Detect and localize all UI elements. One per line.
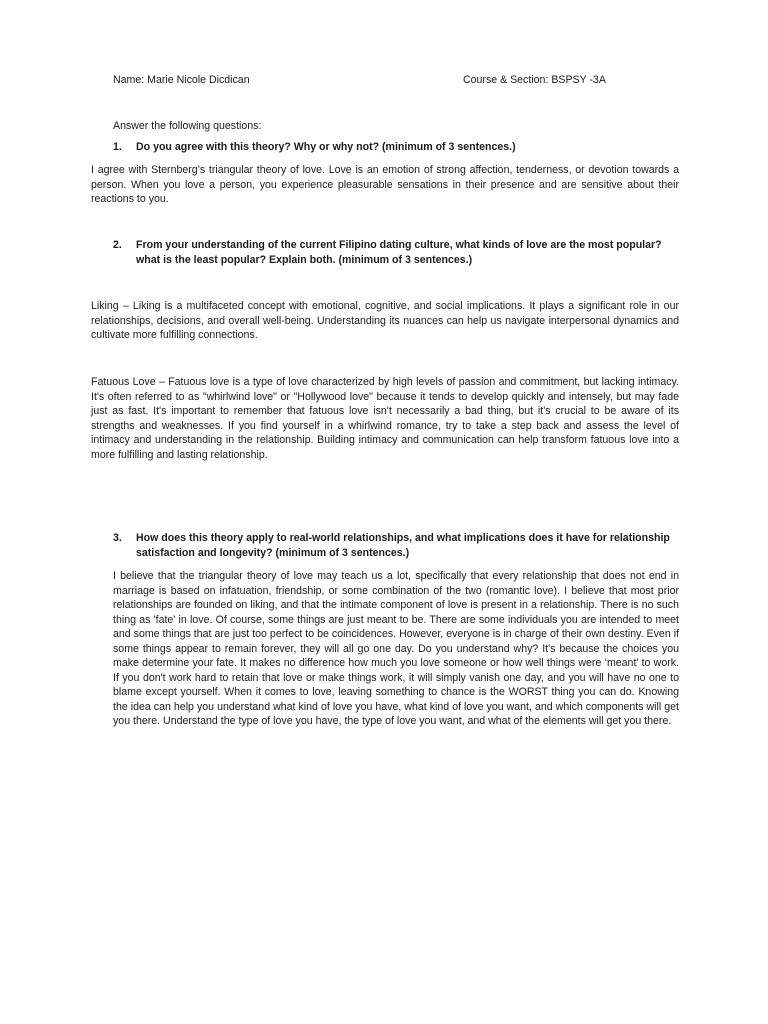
question-1-number: 1. (113, 141, 122, 153)
question-3 (113, 531, 681, 561)
question-2-number: 2. (113, 239, 122, 251)
question-3-text: How does this theory apply to real-world relationships, and what implications does it have for relationship satisfaction and longevity? (minimum of 3 sentences.) (136, 532, 670, 559)
course-section: Course & Section: BSPSY -3A (463, 74, 606, 86)
question-1-text: Do you agree with this theory? Why or why not? (minimum of 3 sentences.) (136, 141, 516, 153)
question-3-number: 3. (113, 532, 122, 544)
answer-2-fatuous-love: Fatuous Love – Fatuous love is a type of love characterized by high levels of passion and commitment, but lacking intimacy. It's often referred to as "whirlwind love" or "Hollywood love" because it tends to develop quickly and intensely, but may fade just as fast. It's important to remember that fatuous love isn't necessarily a bad thing, but it's crucial to be aware of its strengths and weaknesses. If you find yourself in a whirlwind romance, try to take a step back and assess the level of intimacy and understanding in the relationship. Building intimacy and communication can help transform fatuous love into a more fulfilling and lasting relationship. (91, 376, 679, 461)
question-1 (113, 140, 683, 155)
instructions: Answer the following questions: (113, 120, 262, 132)
answer-3: I believe that the triangular theory of love may teach us a lot, specifically that every relationship that does not end in marriage is based on infatuation, friendship, or some combination of the two (romantic love). I believe that most prior relationships are founded on liking, and that the intimate component of love is present in a relationship. There is no such thing as 'fate' in love. Of course, some things are just meant to be. There are some individuals you are intended to meet and some things that are just too perfect to be coincidences. However, everyone is in charge of their own destiny. Even if some things appear to remain forever, they will all go one day. Do you understand why? It's because the choices you make determine your fate. It makes no difference how much you love someone or how well things were ‘meant’ to work. If you don't work hard to retain that love or make things work, it will simply vanish one day, and you will have no one to blame except yourself. When it comes to love, leaving something to chance is the WORST thing you can do. Knowing the idea can help you understand what kind of love you have, what kind of love you want, and which components will get you there. Understand the type of love you have, the type of love you want, and what of the elements will get you there. (113, 570, 679, 727)
answer-1: I agree with Sternberg’s triangular theory of love. Love is an emotion of strong affection, tenderness, or devotion towards a person. When you love a person, you experience pleasurable sensations in their presence and are sensitive about their reactions to you. (91, 164, 679, 205)
student-name: Name: Marie Nicole Dicdican (113, 74, 250, 86)
question-2 (113, 238, 681, 268)
answer-2-liking: Liking – Liking is a multifaceted concept with emotional, cognitive, and social implications. It plays a significant role in our relationships, decisions, and overall well-being. Understanding its nuances can help us navigate interpersonal dynamics and cultivate more fulfilling connections. (91, 300, 679, 341)
question-2-text: From your understanding of the current Filipino dating culture, what kinds of love are the most popular? what is the least popular? Explain both. (minimum of 3 sentences.) (136, 239, 662, 266)
